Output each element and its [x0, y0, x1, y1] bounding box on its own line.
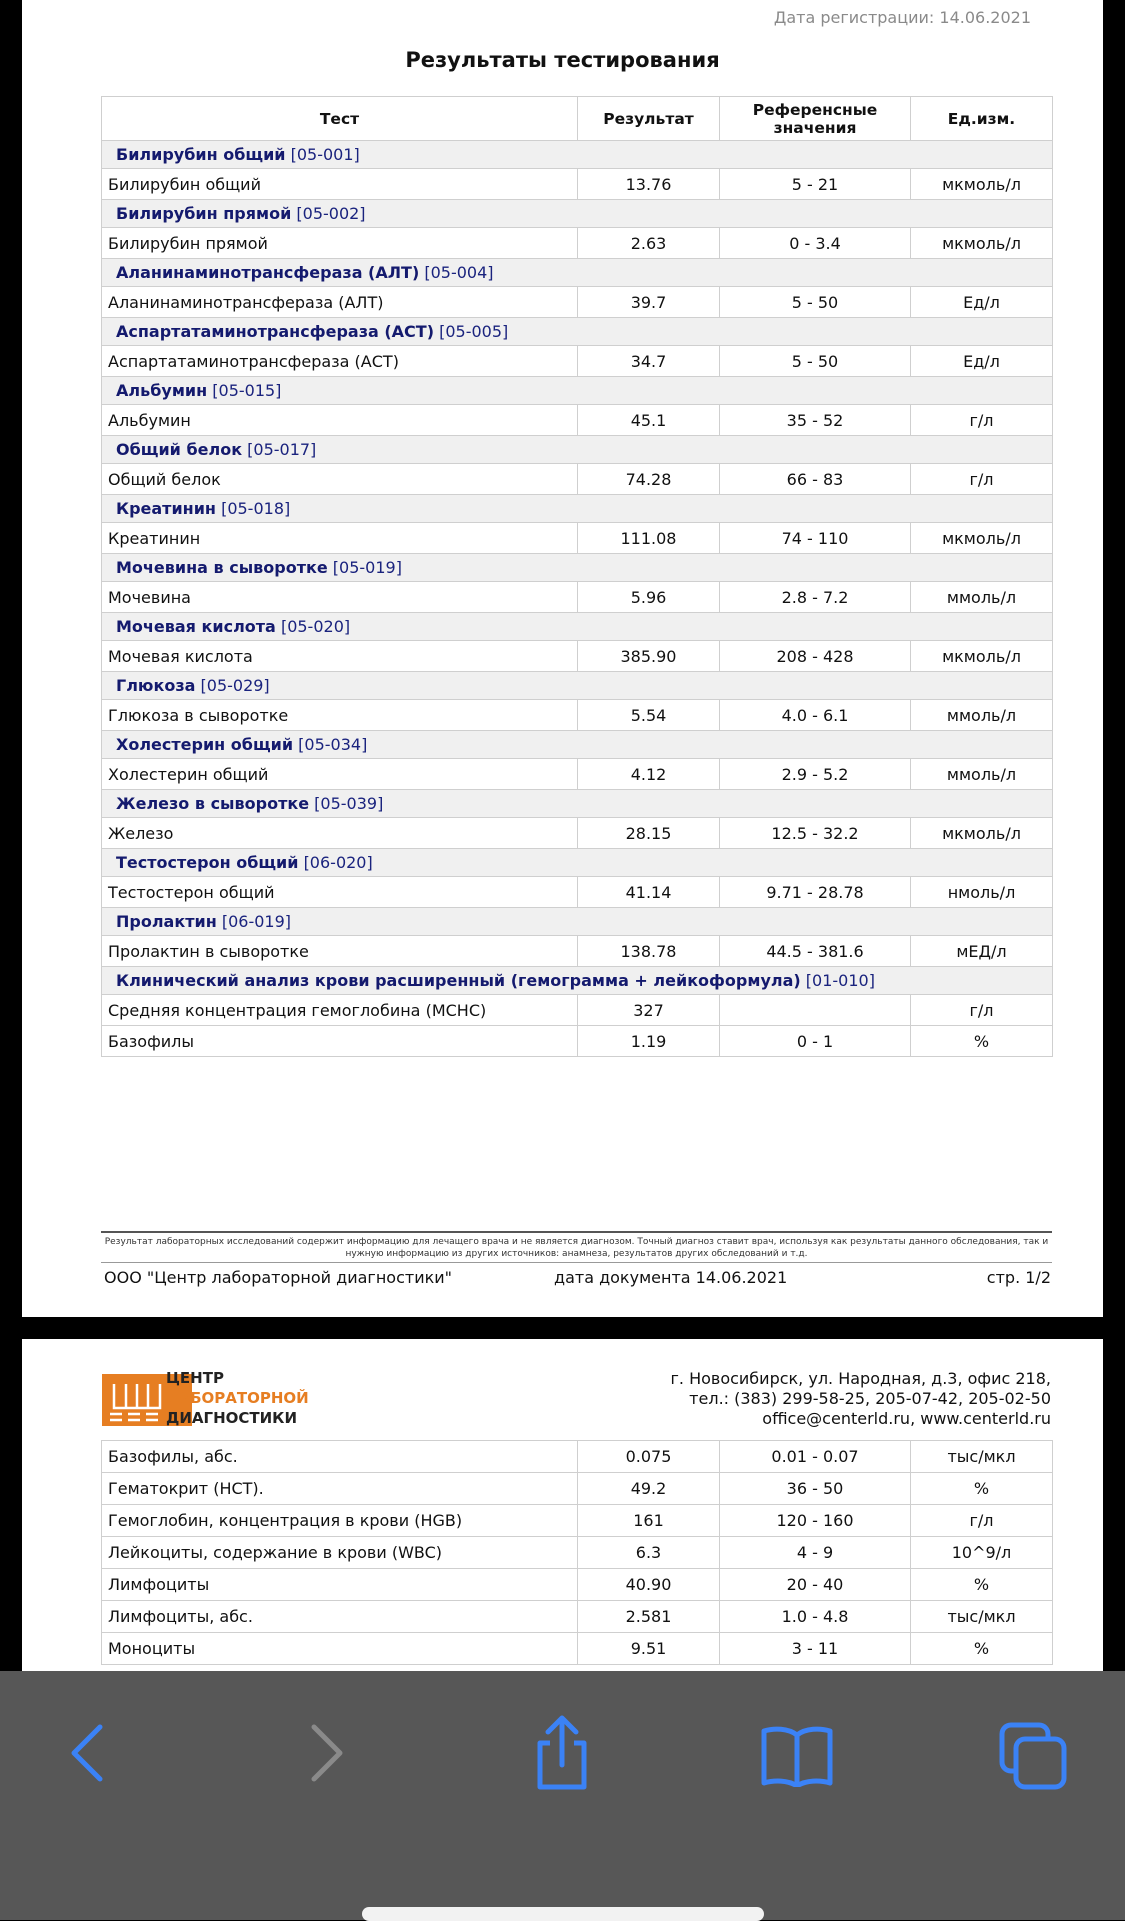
- report-page-2: [22, 1339, 1103, 1671]
- table-row: [102, 936, 1053, 967]
- test-group-header: [102, 141, 1053, 169]
- reference-header-text: Референсные значения: [752, 100, 878, 137]
- group-code: [05-018]: [221, 499, 291, 518]
- result-value: 4.12: [578, 759, 720, 790]
- group-title: [102, 731, 1053, 759]
- share-button[interactable]: [530, 1715, 594, 1795]
- bookmarks-icon: [760, 1725, 834, 1787]
- unit: ммоль/л: [911, 582, 1053, 613]
- reference-range: 5 - 50: [720, 346, 911, 377]
- report-page-1: [22, 0, 1103, 1317]
- group-code: [05-020]: [280, 617, 351, 636]
- test-group-header: [102, 554, 1053, 582]
- test-group-header: [102, 436, 1053, 464]
- test-group-header: [102, 967, 1053, 995]
- reference-range: 74 - 110: [720, 523, 911, 554]
- result-value: 2.581: [578, 1601, 720, 1633]
- test-name: Пролактин в сыворотке: [102, 936, 578, 967]
- logo-line-1: ЦЕНТР: [166, 1369, 224, 1387]
- unit: %: [911, 1473, 1053, 1505]
- group-title: [102, 436, 1053, 464]
- reference-range: 20 - 40: [720, 1569, 911, 1601]
- unit: ммоль/л: [911, 759, 1053, 790]
- group-title: [102, 318, 1053, 346]
- result-value: 385.90: [578, 641, 720, 672]
- test-name: Гемоглобин, концентрация в крови (HGB): [102, 1505, 578, 1537]
- group-title: [102, 495, 1053, 523]
- table-row: [102, 405, 1053, 436]
- bookmarks-button[interactable]: [760, 1725, 834, 1791]
- result-value: 49.2: [578, 1473, 720, 1505]
- test-name: Аспартатаминотрансфераза (АСТ): [102, 346, 578, 377]
- unit: ммоль/л: [911, 700, 1053, 731]
- group-name: Мочевая кислота: [116, 617, 276, 636]
- reference-range: 66 - 83: [720, 464, 911, 495]
- header-reference: [720, 97, 911, 141]
- test-name: Холестерин общий: [102, 759, 578, 790]
- result-value: 2.63: [578, 228, 720, 259]
- group-code: [05-029]: [200, 676, 270, 695]
- reference-range: [720, 995, 911, 1026]
- table-row: [102, 1026, 1053, 1057]
- group-title: [102, 259, 1053, 287]
- group-code: [05-001]: [290, 145, 360, 164]
- back-button[interactable]: [66, 1723, 106, 1787]
- table-row: [102, 877, 1053, 908]
- unit: Ед/л: [911, 346, 1053, 377]
- unit: мЕД/л: [911, 936, 1053, 967]
- test-name: Альбумин: [102, 405, 578, 436]
- result-value: 111.08: [578, 523, 720, 554]
- unit: мкмоль/л: [911, 228, 1053, 259]
- contact-line[interactable]: office@centerld.ru, www.centerld.ru: [762, 1409, 1051, 1428]
- group-title: [102, 377, 1053, 405]
- test-name: Базофилы, абс.: [102, 1441, 578, 1473]
- header-unit: Ед.изм.: [911, 97, 1053, 141]
- reference-range: 12.5 - 32.2: [720, 818, 911, 849]
- table-row: [102, 995, 1053, 1026]
- group-name: Билирубин общий: [116, 145, 286, 164]
- group-code: [05-002]: [296, 204, 366, 223]
- test-group-header: [102, 259, 1053, 287]
- result-value: 40.90: [578, 1569, 720, 1601]
- group-name: Альбумин: [116, 381, 208, 400]
- table-row: [102, 759, 1053, 790]
- group-title: [102, 200, 1053, 228]
- test-group-header: [102, 377, 1053, 405]
- reference-range: 36 - 50: [720, 1473, 911, 1505]
- table-row: [102, 1441, 1053, 1473]
- table-row: [102, 346, 1053, 377]
- reference-range: 0.01 - 0.07: [720, 1441, 911, 1473]
- group-code: [05-019]: [332, 558, 402, 577]
- reference-range: 44.5 - 381.6: [720, 936, 911, 967]
- group-title: [102, 554, 1053, 582]
- group-code: [06-019]: [221, 912, 291, 931]
- group-name: Глюкоза: [116, 676, 196, 695]
- result-value: 28.15: [578, 818, 720, 849]
- share-icon: [530, 1715, 594, 1791]
- result-value: 5.54: [578, 700, 720, 731]
- group-name: Тестостерон общий: [116, 853, 299, 872]
- test-name: Аланинаминотрансфераза (АЛТ): [102, 287, 578, 318]
- footer-organization: ООО "Центр лабораторной диагностики": [104, 1268, 453, 1287]
- result-value: 9.51: [578, 1633, 720, 1665]
- group-name: Общий белок: [116, 440, 243, 459]
- reference-range: 4 - 9: [720, 1537, 911, 1569]
- unit: мкмоль/л: [911, 169, 1053, 200]
- unit: нмоль/л: [911, 877, 1053, 908]
- back-icon: [66, 1723, 106, 1783]
- group-code: [05-004]: [424, 263, 494, 282]
- table-row: [102, 464, 1053, 495]
- result-value: 138.78: [578, 936, 720, 967]
- registration-date: Дата регистрации: 14.06.2021: [773, 8, 1031, 27]
- table-row: [102, 700, 1053, 731]
- test-group-header: [102, 318, 1053, 346]
- group-title: [102, 790, 1053, 818]
- unit: тыс/мкл: [911, 1601, 1053, 1633]
- logo-line-3: ДИАГНОСТИКИ: [166, 1409, 297, 1427]
- group-title: [102, 967, 1053, 995]
- table-row: [102, 1537, 1053, 1569]
- group-name: Креатинин: [116, 499, 216, 518]
- unit: г/л: [911, 464, 1053, 495]
- test-name: Мочевина: [102, 582, 578, 613]
- test-name: Моноциты: [102, 1633, 578, 1665]
- group-name: Мочевина в сыворотке: [116, 558, 328, 577]
- result-value: 5.96: [578, 582, 720, 613]
- reference-range: 0 - 1: [720, 1026, 911, 1057]
- page-title: Результаты тестирования: [405, 48, 720, 72]
- reference-range: 0 - 3.4: [720, 228, 911, 259]
- test-name: Мочевая кислота: [102, 641, 578, 672]
- test-name: Общий белок: [102, 464, 578, 495]
- group-title: [102, 849, 1053, 877]
- lab-logo-text: [166, 1368, 309, 1428]
- group-name: Клинический анализ крови расширенный (гемограмма + лейкоформула): [116, 971, 801, 990]
- disclaimer: Результат лабораторных исследований содержит информацию для лечащего врача и не является диагнозом. Точный диагноз ставит врач, используя как результаты данного обследования, так и нужную информацию из других источников: анамнеза, результатов других обследований и т.д.: [101, 1231, 1052, 1260]
- result-value: 74.28: [578, 464, 720, 495]
- test-name: Лимфоциты, абс.: [102, 1601, 578, 1633]
- group-code: [05-015]: [212, 381, 282, 400]
- group-name: Холестерин общий: [116, 735, 294, 754]
- test-group-header: [102, 849, 1053, 877]
- unit: Ед/л: [911, 287, 1053, 318]
- group-code: [05-017]: [247, 440, 317, 459]
- group-title: [102, 613, 1053, 641]
- group-title: [102, 672, 1053, 700]
- unit: %: [911, 1633, 1053, 1665]
- unit: 10^9/л: [911, 1537, 1053, 1569]
- unit: г/л: [911, 1505, 1053, 1537]
- reference-range: 4.0 - 6.1: [720, 700, 911, 731]
- test-group-header: [102, 495, 1053, 523]
- test-group-header: [102, 200, 1053, 228]
- unit: мкмоль/л: [911, 641, 1053, 672]
- result-value: 13.76: [578, 169, 720, 200]
- reference-range: 1.0 - 4.8: [720, 1601, 911, 1633]
- test-name: Средняя концентрация гемоглобина (MCHC): [102, 995, 578, 1026]
- logo-line-2: ЛАБОРАТОРНОЙ: [166, 1389, 309, 1407]
- phone-line: тел.: (383) 299-58-25, 205-07-42, 205-02-50: [689, 1389, 1051, 1408]
- group-title: [102, 141, 1053, 169]
- reference-range: 2.8 - 7.2: [720, 582, 911, 613]
- lab-address: [670, 1369, 1051, 1429]
- group-name: Аланинаминотрансфераза (АЛТ): [116, 263, 420, 282]
- table-row: [102, 582, 1053, 613]
- test-name: Креатинин: [102, 523, 578, 554]
- test-name: Билирубин прямой: [102, 228, 578, 259]
- table-row: [102, 1505, 1053, 1537]
- result-value: 161: [578, 1505, 720, 1537]
- group-code: [06-020]: [303, 853, 373, 872]
- browser-toolbar: [0, 1671, 1125, 1920]
- result-value: 1.19: [578, 1026, 720, 1057]
- reference-range: 120 - 160: [720, 1505, 911, 1537]
- reference-range: 3 - 11: [720, 1633, 911, 1665]
- tabs-button[interactable]: [998, 1721, 1068, 1795]
- table-row: [102, 287, 1053, 318]
- reference-range: 5 - 50: [720, 287, 911, 318]
- result-value: 0.075: [578, 1441, 720, 1473]
- group-code: [05-039]: [314, 794, 384, 813]
- table-row: [102, 1601, 1053, 1633]
- table-row: [102, 641, 1053, 672]
- test-name: Железо: [102, 818, 578, 849]
- reference-range: 5 - 21: [720, 169, 911, 200]
- test-name: Тестостерон общий: [102, 877, 578, 908]
- test-group-header: [102, 790, 1053, 818]
- test-group-header: [102, 908, 1053, 936]
- result-value: 45.1: [578, 405, 720, 436]
- table-row: [102, 1473, 1053, 1505]
- header-result: Результат: [578, 97, 720, 141]
- result-value: 327: [578, 995, 720, 1026]
- table-row: [102, 228, 1053, 259]
- test-group-header: [102, 672, 1053, 700]
- table-row: [102, 1633, 1053, 1665]
- test-name: Билирубин общий: [102, 169, 578, 200]
- footer-page-number: стр. 1/2: [986, 1268, 1051, 1287]
- test-name: Базофилы: [102, 1026, 578, 1057]
- result-value: 39.7: [578, 287, 720, 318]
- forward-icon: [308, 1723, 348, 1783]
- test-group-header: [102, 613, 1053, 641]
- unit: г/л: [911, 405, 1053, 436]
- group-code: [05-005]: [439, 322, 509, 341]
- tabs-icon: [998, 1721, 1068, 1791]
- reference-range: 2.9 - 5.2: [720, 759, 911, 790]
- unit: мкмоль/л: [911, 523, 1053, 554]
- group-name: Билирубин прямой: [116, 204, 292, 223]
- unit: г/л: [911, 995, 1053, 1026]
- footer-date: дата документа 14.06.2021: [554, 1268, 788, 1287]
- group-name: Пролактин: [116, 912, 217, 931]
- test-group-header: [102, 731, 1053, 759]
- result-value: 41.14: [578, 877, 720, 908]
- header-test: Тест: [102, 97, 578, 141]
- reference-range: 35 - 52: [720, 405, 911, 436]
- forward-button[interactable]: [308, 1723, 348, 1787]
- test-name: Лимфоциты: [102, 1569, 578, 1601]
- test-name: Лейкоциты, содержание в крови (WBC): [102, 1537, 578, 1569]
- table-row: [102, 169, 1053, 200]
- reference-range: 9.71 - 28.78: [720, 877, 911, 908]
- results-table: [101, 96, 1053, 1057]
- home-indicator[interactable]: [362, 1907, 764, 1921]
- unit: мкмоль/л: [911, 818, 1053, 849]
- result-value: 34.7: [578, 346, 720, 377]
- table-row: [102, 818, 1053, 849]
- group-code: [01-010]: [805, 971, 875, 990]
- address-line: г. Новосибирск, ул. Народная, д.3, офис 218,: [670, 1369, 1051, 1388]
- result-value: 6.3: [578, 1537, 720, 1569]
- reference-range: 208 - 428: [720, 641, 911, 672]
- unit: %: [911, 1026, 1053, 1057]
- test-name: Глюкоза в сыворотке: [102, 700, 578, 731]
- group-title: [102, 908, 1053, 936]
- results-table-continued: [101, 1440, 1053, 1665]
- table-row: [102, 523, 1053, 554]
- group-code: [05-034]: [298, 735, 368, 754]
- unit: тыс/мкл: [911, 1441, 1053, 1473]
- group-name: Железо в сыворотке: [116, 794, 310, 813]
- table-row: [102, 1569, 1053, 1601]
- group-name: Аспартатаминотрансфераза (АСТ): [116, 322, 435, 341]
- unit: %: [911, 1569, 1053, 1601]
- test-name: Гематокрит (НСТ).: [102, 1473, 578, 1505]
